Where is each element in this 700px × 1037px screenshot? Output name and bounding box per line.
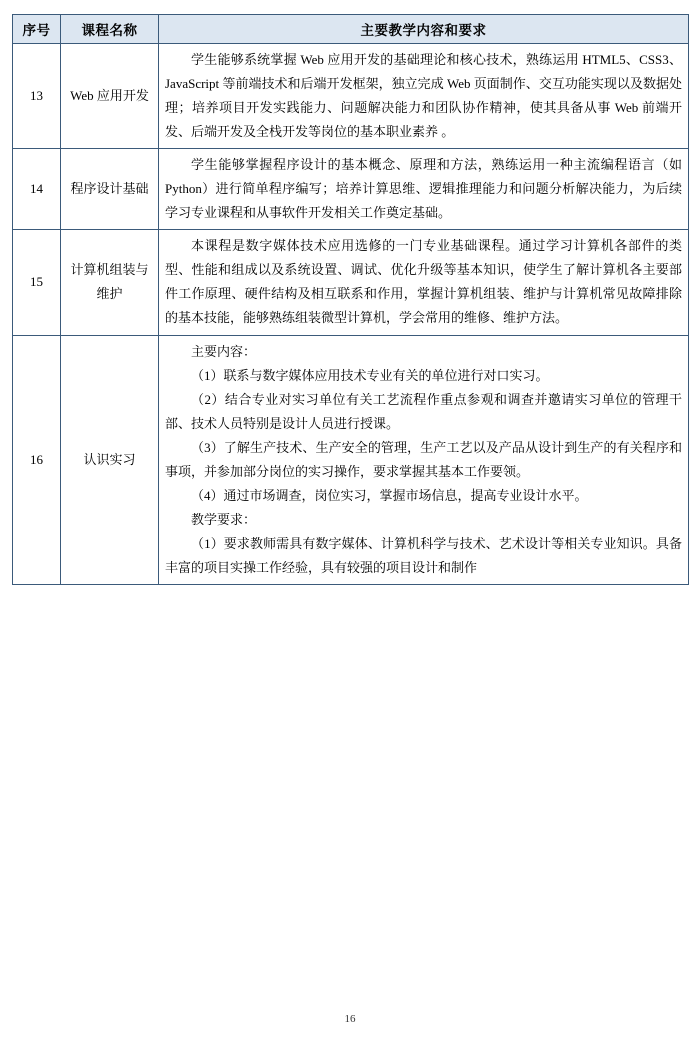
content-paragraph: 教学要求： (191, 511, 257, 527)
column-header-no: 序号 (13, 15, 61, 44)
content-paragraph: 学生能够掌握程序设计的基本概念、原理和方法，熟练运用一种主流编程语言（如 Python）进行简单程序编写；培养计算思维、逻辑推理能力和问题分析解决能力，为后续学习专业课程和从事软件开发相关工作奠定基础。 (165, 157, 682, 221)
table-row (13, 44, 689, 149)
table-header (13, 15, 689, 44)
table-row (13, 149, 689, 230)
content-paragraph: （4）通过市场调查，岗位实习，掌握市场信息，提高专业设计水平。 (191, 487, 588, 503)
row-no: 13 (13, 44, 61, 149)
content-paragraph: 本课程是数字媒体技术应用选修的一门专业基础课程。通过学习计算机各部件的类型、性能和组成以及系统设置、调试、优化升级等基本知识，使学生了解计算机各主要部件工作原理、硬件结构及相互联系和作用，掌握计算机组装、维护与计算机常见故障排除的基本技能，能够熟练组装微型计算机，学会常用的维修、维护方法。 (165, 238, 682, 326)
content-paragraph: （3）了解生产技术、生产安全的管理，生产工艺以及产品从设计到生产的有关程序和事项，并参加部分岗位的实习操作，要求掌握其基本工作要领。 (165, 439, 682, 479)
table-header-row (13, 15, 689, 44)
table-row (13, 230, 689, 335)
table-row (13, 335, 689, 584)
content-paragraph: （1）联系与数字媒体应用技术专业有关的单位进行对口实习。 (191, 367, 549, 383)
table-body (13, 44, 689, 585)
row-course-name: 程序设计基础 (61, 149, 159, 230)
row-no: 15 (13, 230, 61, 335)
content-paragraph: （2）结合专业对实习单位有关工艺流程作重点参观和调查并邀请实习单位的管理干部、技术人员特别是设计人员进行授课。 (165, 391, 682, 431)
content-paragraph: （1）要求教师需具有数字媒体、计算机科学与技术、艺术设计等相关专业知识。具备丰富的项目实操工作经验，具有较强的项目设计和制作 (165, 535, 682, 575)
row-course-name: Web 应用开发 (61, 44, 159, 149)
row-content (159, 149, 689, 230)
row-content (159, 335, 689, 584)
row-content (159, 230, 689, 335)
column-header-content: 主要教学内容和要求 (159, 15, 689, 44)
row-content (159, 44, 689, 149)
content-paragraph: 主要内容： (191, 343, 257, 359)
row-course-name: 计算机组装与维护 (61, 230, 159, 335)
row-no: 14 (13, 149, 61, 230)
row-no: 16 (13, 335, 61, 584)
course-table (12, 14, 689, 585)
page-number: 16 (344, 1013, 356, 1025)
content-paragraph: 学生能够系统掌握 Web 应用开发的基础理论和核心技术，熟练运用 HTML5、CSS3、JavaScript 等前端技术和后端开发框架，独立完成 Web 页面制作、交互功能实现以及数据处理；培养项目开发实践能力、问题解决能力和团队协作精神，使其具备从事 Web 前端开发、后端开发及全栈开发等岗位的基本职业素养 。 (165, 52, 682, 140)
column-header-name: 课程名称 (61, 15, 159, 44)
row-course-name: 认识实习 (61, 335, 159, 584)
